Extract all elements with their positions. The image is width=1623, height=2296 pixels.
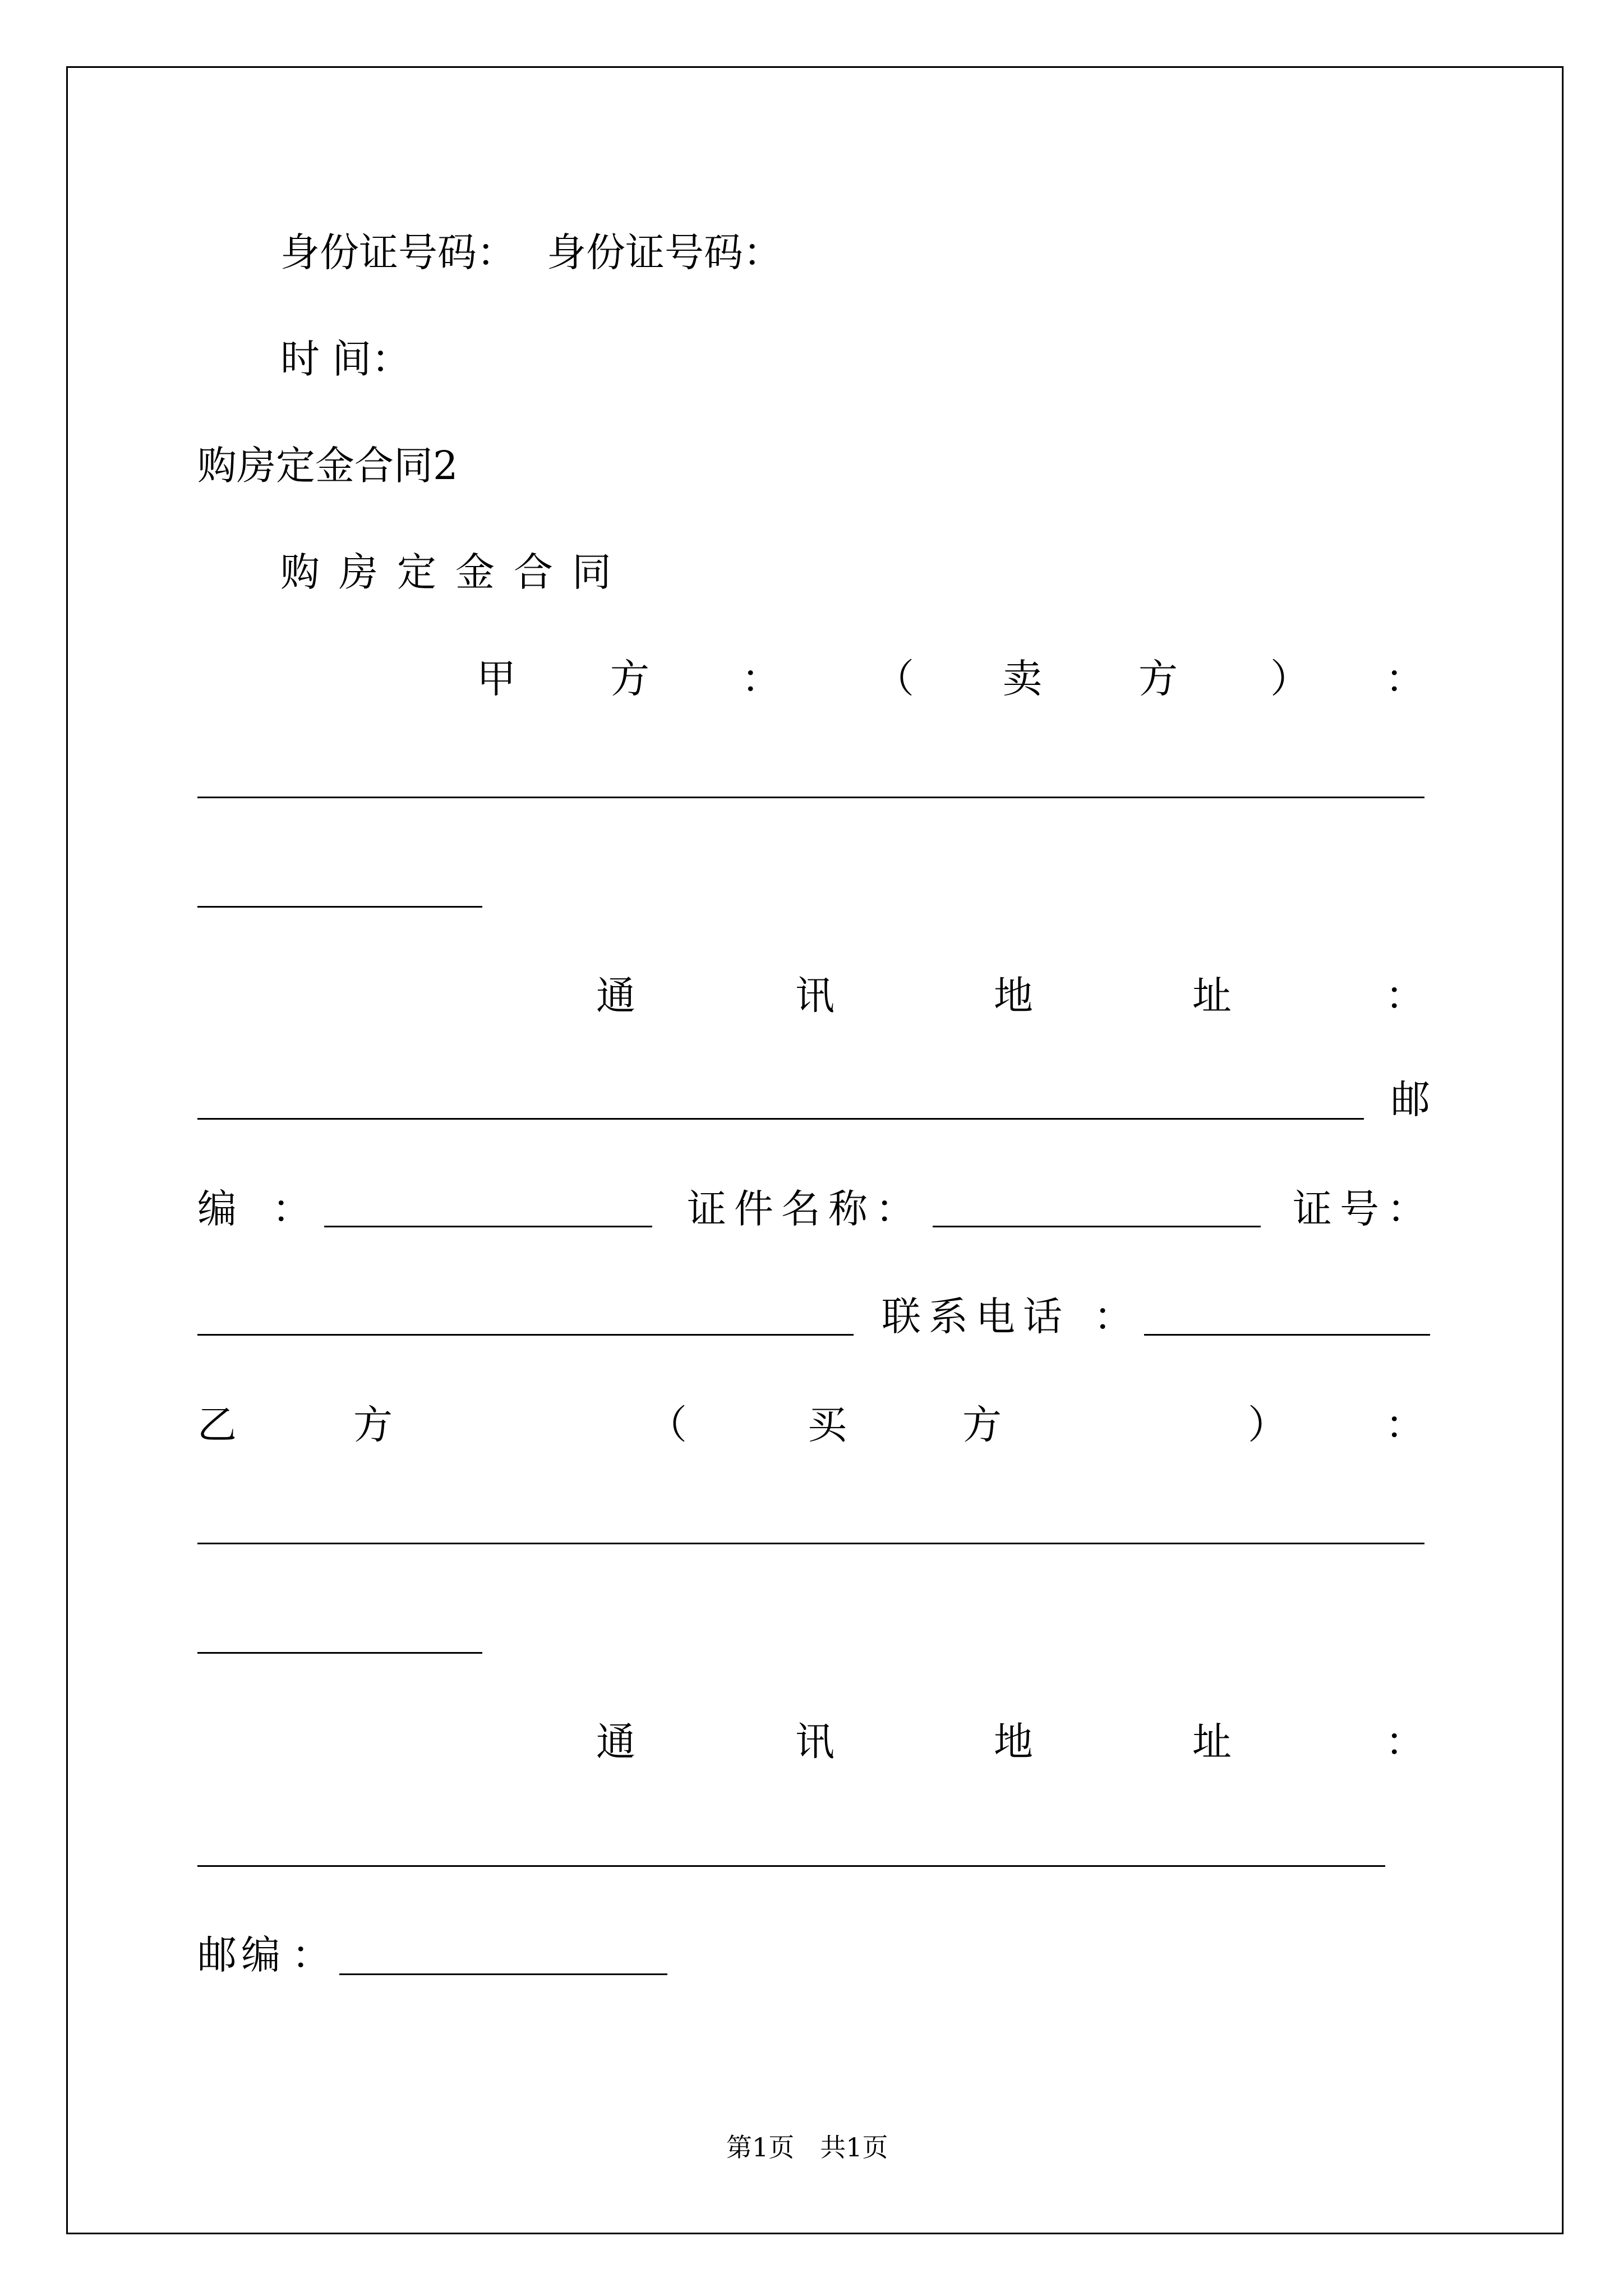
colon: ： bbox=[1094, 1294, 1133, 1340]
party-a-address-blank bbox=[197, 1118, 1364, 1120]
party-a-addr-char: 讯 bbox=[795, 973, 834, 1019]
party-b-address-blank bbox=[197, 1865, 1385, 1867]
colon: ： bbox=[292, 1932, 331, 1978]
party-a-char: 甲 bbox=[477, 656, 516, 702]
party-b-char: ： bbox=[1385, 1402, 1424, 1448]
contract-title: 购房定金合同 bbox=[280, 549, 630, 595]
party-a-name-blank-cont bbox=[197, 906, 482, 908]
party-a-char: ： bbox=[741, 656, 781, 702]
party-b-addr-char: ： bbox=[1385, 1719, 1424, 1765]
party-a-addr-char: 址 bbox=[1192, 973, 1232, 1019]
id-name-label: 证件名称： bbox=[687, 1186, 923, 1232]
party-b-char: 方 bbox=[353, 1402, 393, 1448]
party-b-postcode-blank bbox=[339, 1973, 667, 1975]
party-b-char: 方 bbox=[962, 1402, 1002, 1448]
colon: ： bbox=[272, 1186, 311, 1232]
party-a-id-name-blank bbox=[933, 1226, 1261, 1227]
time-label: 时 间： bbox=[280, 336, 411, 382]
party-a-postcode-blank bbox=[324, 1226, 652, 1227]
party-b-char: 乙 bbox=[197, 1402, 237, 1448]
party-b-char: ） bbox=[1248, 1402, 1287, 1448]
party-a-char: 方 bbox=[610, 656, 649, 702]
party-a-id-number-blank bbox=[197, 1334, 854, 1336]
party-a-addr-char: 通 bbox=[596, 973, 635, 1019]
id-number-label-b: 身份证号码： bbox=[547, 229, 782, 275]
party-b-addr-char: 讯 bbox=[795, 1719, 834, 1765]
party-b-addr-char: 址 bbox=[1192, 1719, 1232, 1765]
party-a-addr-char: ： bbox=[1385, 973, 1424, 1019]
id-number-label: 证号： bbox=[1293, 1186, 1434, 1232]
party-a-char: （ bbox=[875, 656, 914, 702]
page-border bbox=[66, 66, 1564, 2234]
party-b-char: 买 bbox=[808, 1402, 847, 1448]
party-a-char: 方 bbox=[1138, 656, 1178, 702]
postcode-char: 编 bbox=[197, 1186, 237, 1232]
id-number-label-a: 身份证号码： bbox=[280, 229, 516, 275]
party-a-addr-char: 地 bbox=[994, 973, 1033, 1019]
phone-label: 联系电话 bbox=[882, 1294, 1070, 1340]
postcode-char: 邮 bbox=[1391, 1076, 1430, 1122]
party-a-name-blank bbox=[197, 797, 1424, 798]
party-b-name-blank bbox=[197, 1543, 1424, 1544]
page-footer: 第1页 共1页 bbox=[726, 2132, 888, 2162]
party-a-char: ） bbox=[1270, 656, 1310, 702]
party-b-char: （ bbox=[648, 1402, 687, 1448]
party-b-postcode-label: 邮编 bbox=[197, 1932, 285, 1978]
party-b-addr-char: 通 bbox=[596, 1719, 635, 1765]
party-b-addr-char: 地 bbox=[994, 1719, 1033, 1765]
party-a-char: 卖 bbox=[1003, 656, 1042, 702]
party-a-phone-blank bbox=[1144, 1334, 1430, 1336]
party-a-char: ： bbox=[1385, 656, 1424, 702]
party-b-name-blank-cont bbox=[197, 1652, 482, 1654]
contract-heading: 购房定金合同2 bbox=[197, 443, 458, 489]
